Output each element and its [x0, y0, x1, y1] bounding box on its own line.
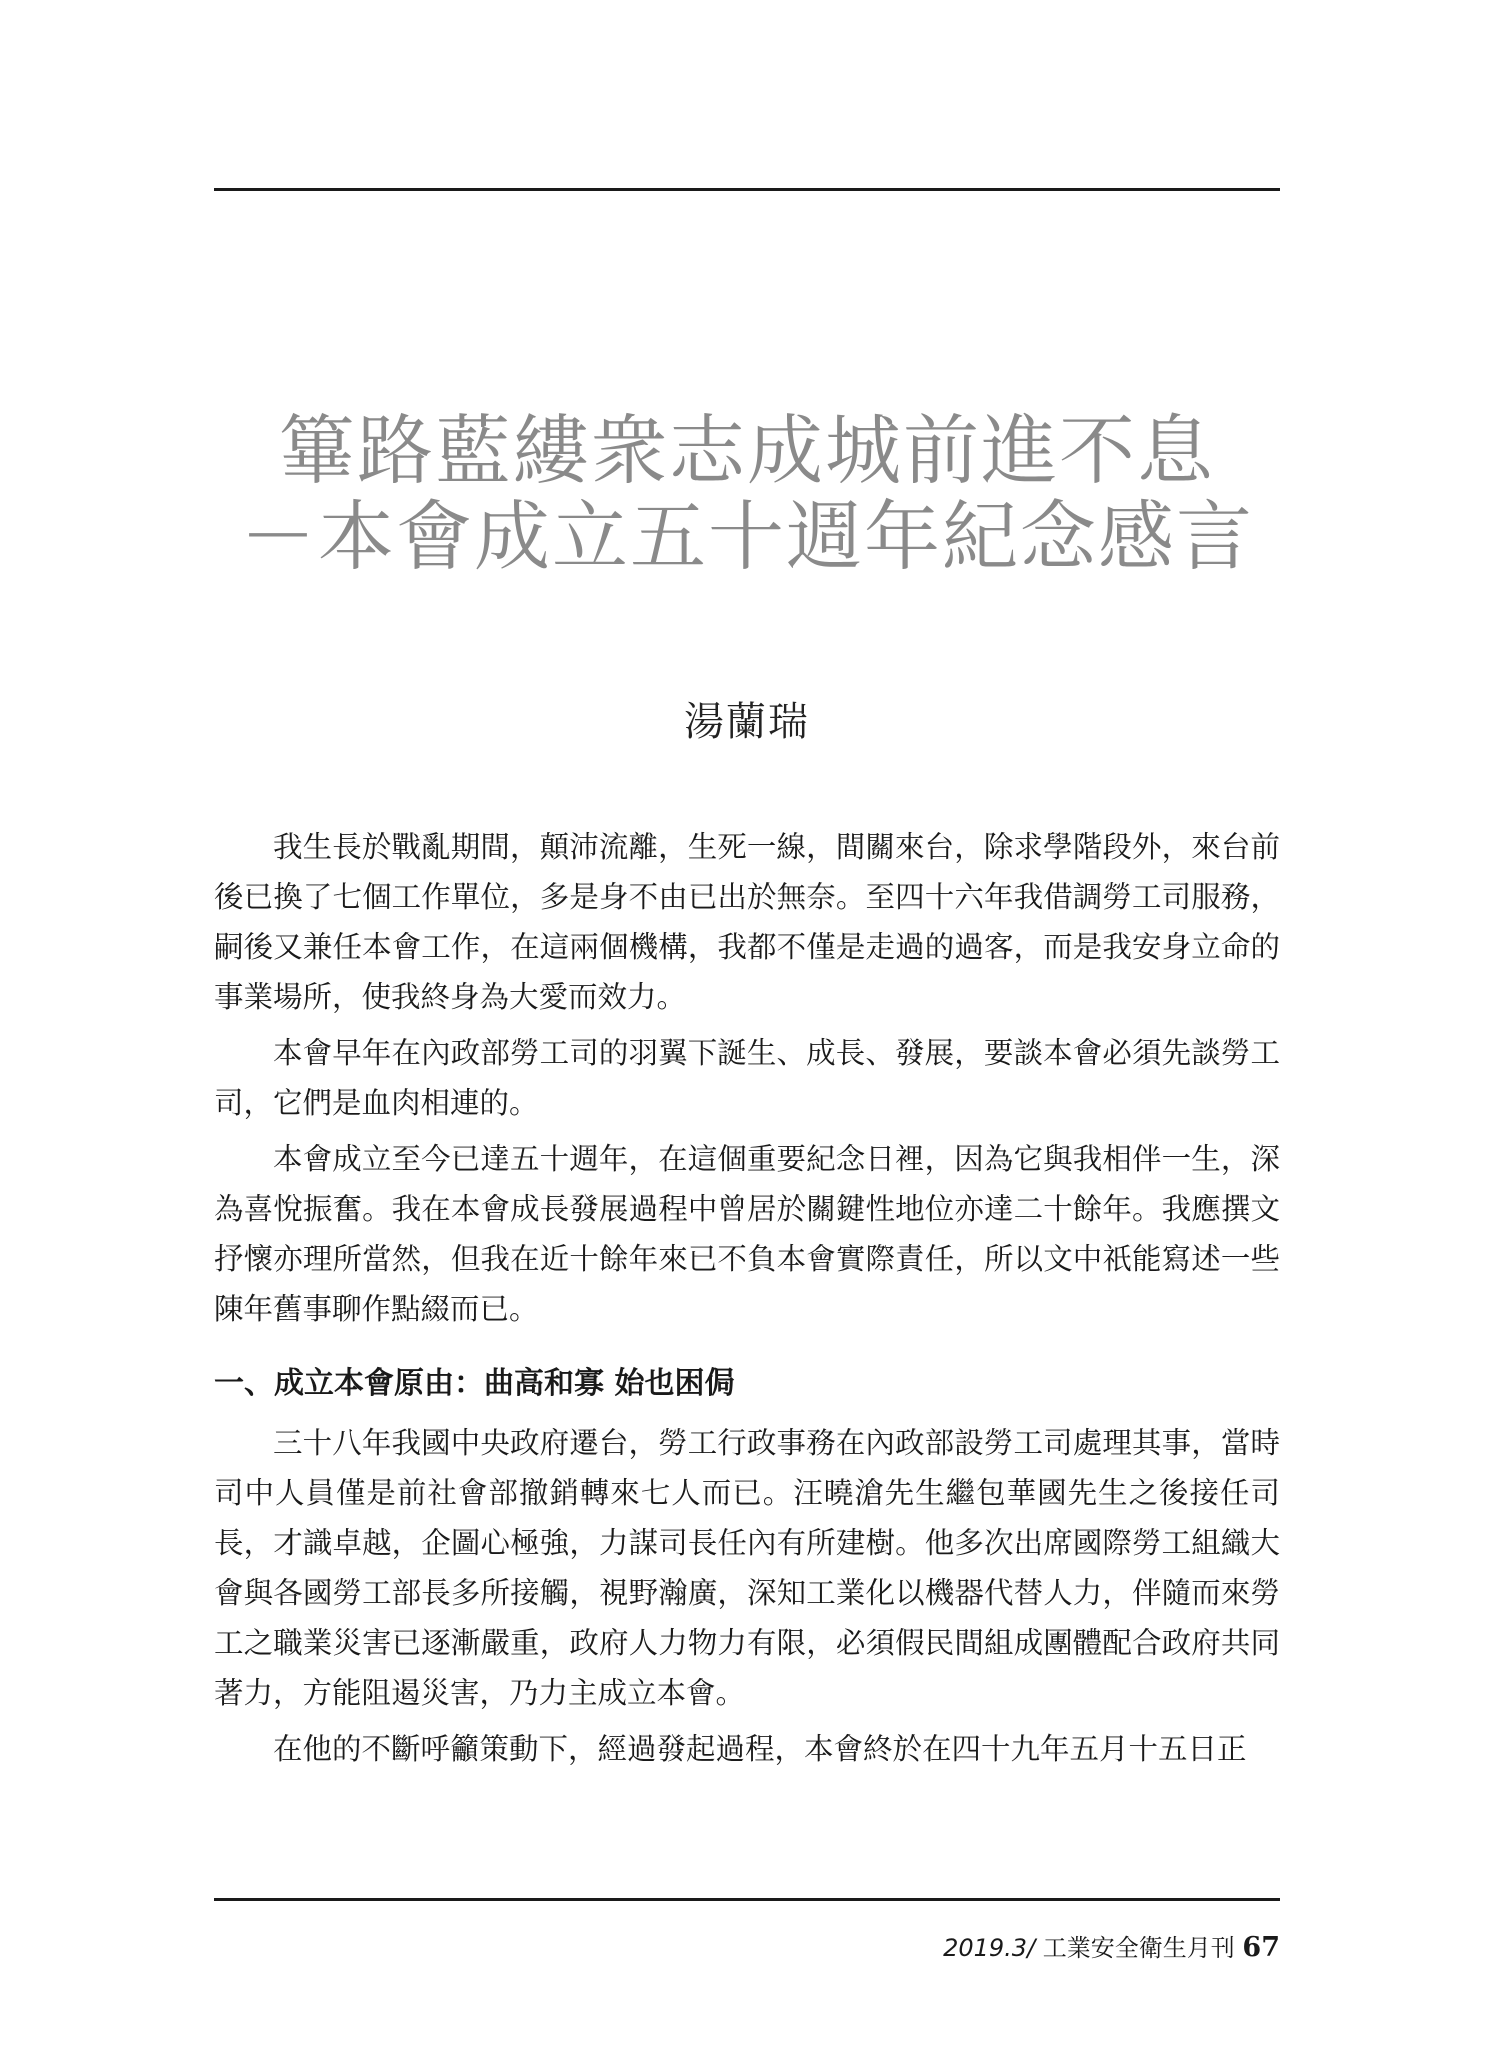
body-paragraph: 本會成立至今已達五十週年，在這個重要紀念日裡，因為它與我相伴一生，深為喜悅振奮。我在本會成長發展過程中曾居於關鍵性地位亦達二十餘年。我應撰文抒懷亦理所當然，但我在近十餘年來已不負本會實際責任，所以文中祇能寫述一些陳年舊事聊作點綴而已。 — [214, 1142, 1280, 1326]
article-title-line2: －本會成立五十週年紀念感言 — [240, 492, 1254, 581]
body-paragraph: 我生長於戰亂期間，顛沛流離，生死一線，間關來台，除求學階段外，來台前後已換了七個工作單位，多是身不由已出於無奈。至四十六年我借調勞工司服務，嗣後又兼任本會工作，在這兩個機構，我都不僅是走過的過客，而是我安身立命的事業場所，使我終身為大愛而效力。 — [214, 830, 1280, 1014]
top-rule — [214, 188, 1280, 191]
page-number: 67 — [1242, 1932, 1280, 1963]
author-name: 湯蘭瑞 — [684, 699, 810, 745]
bottom-rule — [214, 1898, 1280, 1901]
article-title-line1: 篳路藍縷衆志成城前進不息 — [279, 406, 1215, 495]
page-footer — [943, 1928, 1280, 1963]
issue-date: 2019.3/ — [943, 1934, 1036, 1962]
section-heading: 一、成立本會原由：曲高和寡 始也困侷 — [214, 1366, 735, 1401]
body-paragraph: 本會早年在內政部勞工司的羽翼下誕生、成長、發展，要談本會必須先談勞工司，它們是血肉相連的。 — [214, 1036, 1280, 1120]
body-paragraph: 三十八年我國中央政府遷台，勞工行政事務在內政部設勞工司處理其事，當時司中人員僅是前社會部撤銷轉來七人而已。汪曉滄先生繼包華國先生之後接任司長，才識卓越，企圖心極強，力謀司長任內有所建樹。他多次出席國際勞工組織大會與各國勞工部長多所接觸，視野瀚廣，深知工業化以機器代替人力，伴隨而來勞工之職業災害已逐漸嚴重，政府人力物力有限，必須假民間組成團體配合政府共同著力，方能阻遏災害，乃力主成立本會。 — [214, 1426, 1280, 1710]
body-paragraph: 在他的不斷呼籲策動下，經過發起過程，本會終於在四十九年五月十五日正 — [273, 1732, 1247, 1766]
article-body — [214, 822, 1280, 1780]
journal-name: 工業安全衛生月刊 — [1035, 1934, 1243, 1962]
